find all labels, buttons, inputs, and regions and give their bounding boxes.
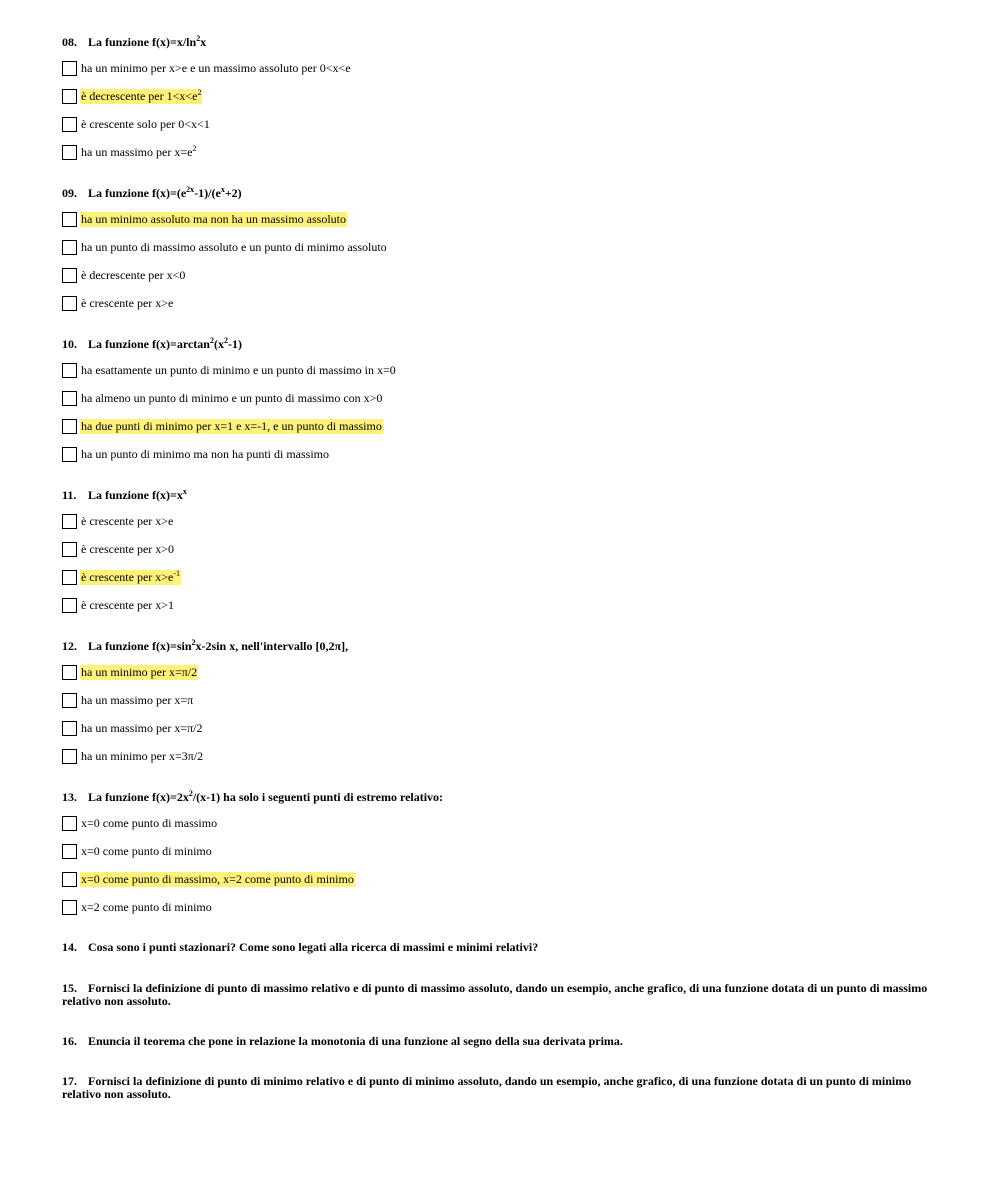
question-13-title: 13. La funzione $f(x)=2x^2/(x-1)$ ha solo i seguenti punti di estremo relativo: — [62, 789, 444, 804]
checkbox[interactable] — [62, 844, 77, 859]
checkbox[interactable] — [62, 212, 77, 227]
highlighted-answer: ha due punti di minimo per x=1 e x=-1, e un punto di massimo — [81, 419, 382, 433]
question-09-title: 09. La funzione $f(x)=(e^{2x}-1)/(e^x+2)$ — [62, 185, 242, 200]
checkbox[interactable] — [62, 391, 77, 406]
question-11-title: 11. La funzione $f(x)=x^x$ — [62, 487, 187, 502]
checkbox[interactable] — [62, 419, 77, 434]
checkbox[interactable] — [62, 570, 77, 585]
checkbox[interactable] — [62, 61, 77, 76]
highlighted-answer: ha un minimo per x=π/2 — [81, 665, 198, 679]
question-08-title: 08. La funzione $f(x)=x/\ln^2x$ — [62, 34, 207, 49]
highlighted-answer: è crescente per $x>e^{-1}$ — [81, 569, 181, 584]
checkbox[interactable] — [62, 89, 77, 104]
highlighted-answer: ha un minimo assoluto ma non ha un massimo assoluto — [81, 212, 346, 226]
checkbox[interactable] — [62, 240, 77, 255]
question-14: 14. Cosa sono i punti stazionari? Come sono legati alla ricerca di massimi e minimi relativi? — [62, 940, 539, 954]
checkbox[interactable] — [62, 816, 77, 831]
question-15: 15. Fornisci la definizione di punto di massimo relativo e di punto di massimo assoluto, dando un esempio, anche grafico, di una funzione dotata di un punto di massimo relativo non assoluto. — [62, 981, 928, 1008]
checkbox[interactable] — [62, 447, 77, 462]
highlighted-answer: è decrescente per $1<x<e^2$ — [81, 88, 202, 103]
checkbox[interactable] — [62, 900, 77, 915]
checkbox[interactable] — [62, 145, 77, 160]
checkbox[interactable] — [62, 872, 77, 887]
checkbox[interactable] — [62, 665, 77, 680]
checkbox[interactable] — [62, 117, 77, 132]
question-17: 17. Fornisci la definizione di punto di minimo relativo e di punto di minimo assoluto, dando un esempio, anche grafico, di una funzione dotata di un punto di minimo relativo non assoluto. — [62, 1074, 912, 1101]
question-10-title: 10. La funzione $f(x)=\arctan^2(x^2-1)$ — [62, 336, 242, 351]
checkbox[interactable] — [62, 721, 77, 736]
question-12-title: 12. La funzione $f(x)=\sin^2x-2\sin$ x, nell'intervallo [0,2π], — [62, 638, 349, 653]
highlighted-answer: x=0 come punto di massimo, x=2 come punto di minimo — [81, 872, 354, 886]
question-16: 16. Enuncia il teorema che pone in relazione la monotonia di una funzione al segno della sua derivata prima. — [62, 1034, 623, 1048]
checkbox[interactable] — [62, 268, 77, 283]
checkbox[interactable] — [62, 749, 77, 764]
checkbox[interactable] — [62, 514, 77, 529]
checkbox[interactable] — [62, 542, 77, 557]
checkbox[interactable] — [62, 693, 77, 708]
checkbox[interactable] — [62, 296, 77, 311]
checkbox[interactable] — [62, 598, 77, 613]
checkbox[interactable] — [62, 363, 77, 378]
